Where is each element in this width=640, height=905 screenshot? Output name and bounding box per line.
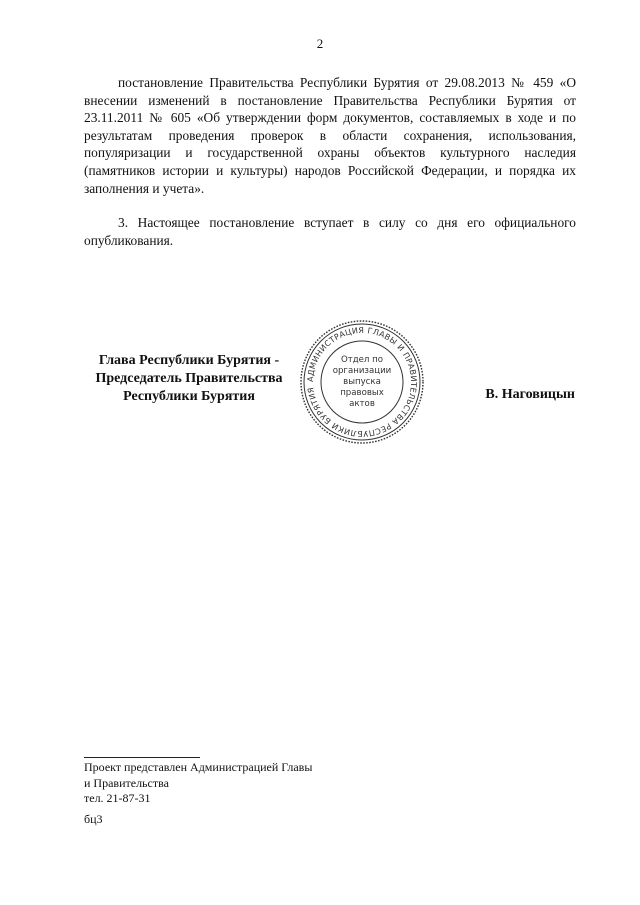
footer-phone: тел. 21-87-31: [84, 791, 151, 806]
paragraph-effective-date: 3. Настоящее постановление вступает в силу со дня его официального опубликования.: [84, 215, 576, 248]
signatory-title: [84, 352, 294, 406]
footer-note: [84, 760, 384, 827]
seal-inner-line: выпуска: [343, 377, 381, 387]
signatory-title-line: Республики Бурятия: [123, 389, 255, 404]
footer-divider: [84, 757, 200, 758]
document-body: [84, 74, 576, 249]
footer-code: бц3: [84, 811, 103, 826]
footer-line: Проект представлен Администрацией Главы: [84, 760, 313, 774]
signatory-title-line: Глава Республики Бурятия -: [98, 353, 280, 368]
signatory-name: В. Наговицын: [485, 387, 575, 402]
seal-inner-line: актов: [349, 399, 375, 409]
signatory-title-line: Председатель Правительства: [95, 371, 283, 386]
seal-inner-line: Отдел по: [340, 355, 384, 365]
seal-outer-text: АДМИНИСТРАЦИЯ ГЛАВЫ И ПРАВИТЕЛЬСТВА РЕСПУБЛИКИ БУРЯТИЯ: [305, 325, 419, 439]
official-seal: [298, 318, 426, 446]
paragraph-continuation: постановление Правительства Республики Бурятия от 29.08.2013 № 459 «О внесении изменений в постановление Правительства Республики Бурятия от 23.11.2011 № 605 «Об утверждении форм документов, составляемых в ходе и по результатам проведения проверок в области сохранения, использования, популяризации и государственной охраны объектов культурного наследия (памятников истории и культуры) народов Российской Федерации, и порядка их заполнения и учета».: [84, 75, 576, 196]
page-number: 2: [316, 36, 324, 51]
footer-line: и Правительства: [84, 775, 169, 790]
seal-inner-line: организации: [332, 366, 392, 376]
seal-inner-line: правовых: [340, 388, 384, 398]
